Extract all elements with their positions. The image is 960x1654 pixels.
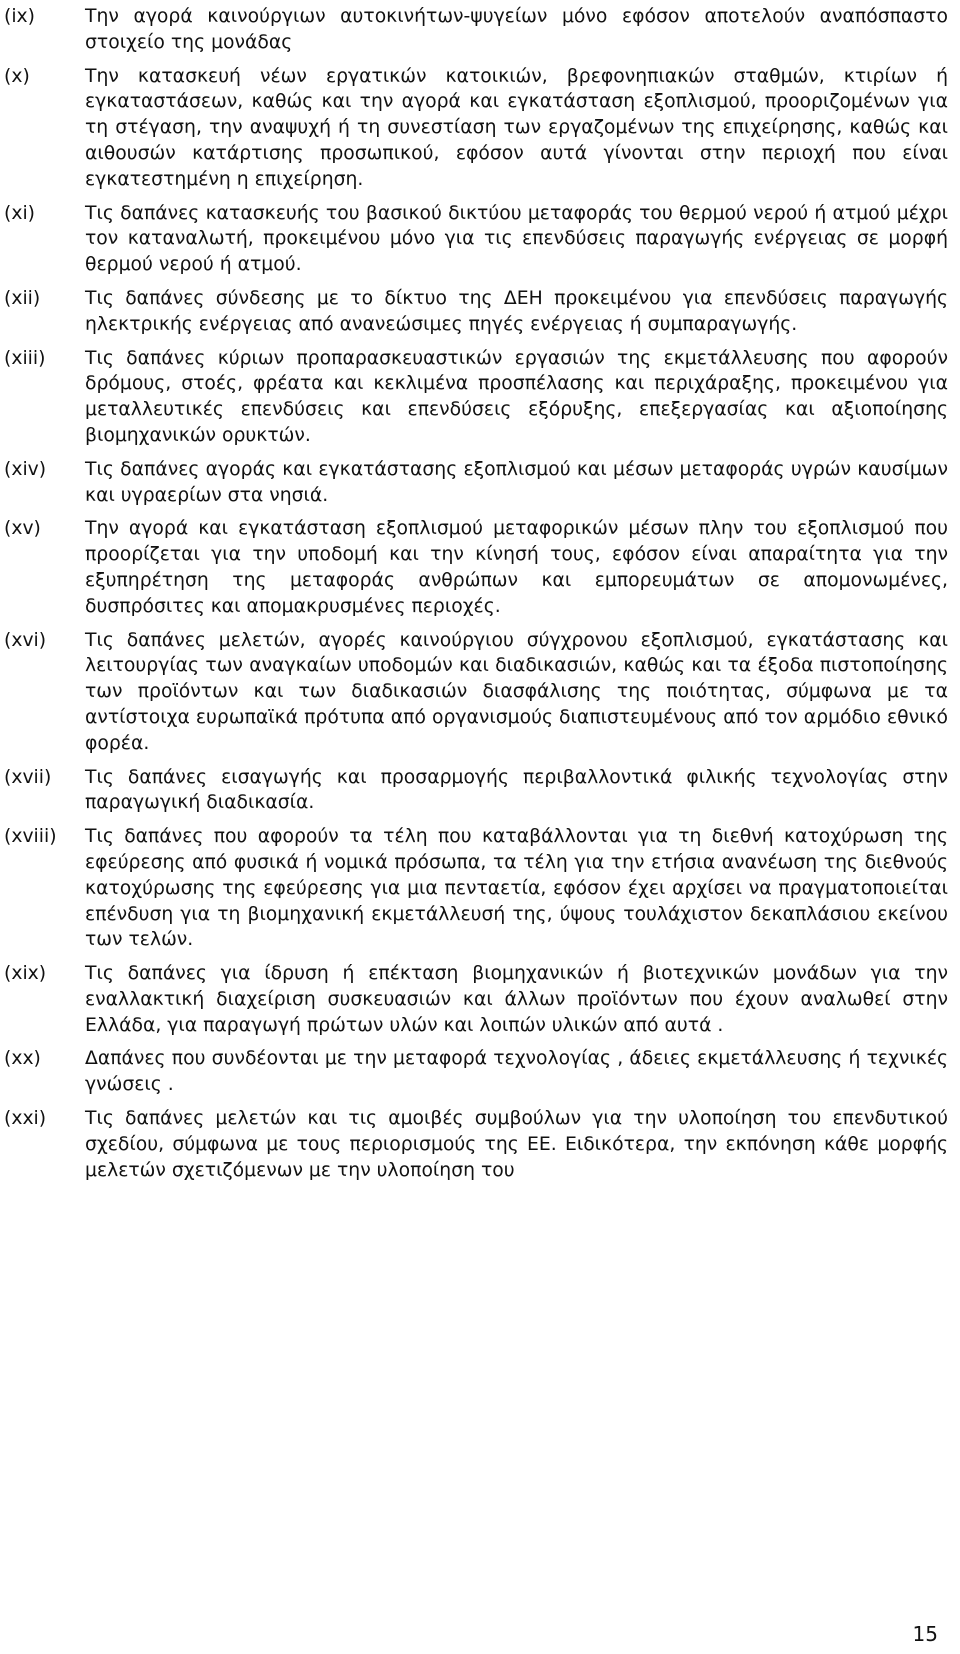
item-text: Τις δαπάνες μελετών και τις αμοιβές συμβούλων για την υλοποίηση του επενδυτικού σχεδίου, σύμφωνα με τους περιορισμούς της ΕΕ. Ειδικότερα, την εκπόνηση κάθε μορφής μελετών σχετιζόμενων με την υλοποίηση του: [85, 1108, 948, 1181]
list-item-xiv: [0, 457, 960, 509]
item-label: (x): [4, 65, 30, 87]
item-label: (xx): [4, 1048, 41, 1070]
item-label: (xiv): [4, 458, 47, 480]
item-label: (xiii): [4, 347, 46, 369]
list-item-xix: [0, 961, 960, 1038]
item-label: (xxi): [4, 1108, 47, 1130]
list-item-xiii: [0, 346, 960, 449]
item-label: (xii): [4, 287, 41, 309]
item-label: (xix): [4, 963, 47, 985]
item-text: Τις δαπάνες για ίδρυση ή επέκταση βιομηχανικών ή βιοτεχνικών μονάδων για την εναλλακτική διαχείριση συσκευασιών και άλλων προϊόντων που έχουν αναλωθεί στην Ελλάδα, για παραγωγή πρώτων υλών και λοιπών υλικών από αυτά .: [85, 963, 948, 1036]
item-label: (xi): [4, 202, 35, 224]
item-label: (xviii): [4, 826, 57, 848]
list-item-x: [0, 64, 960, 193]
item-text: Τις δαπάνες κατασκευής του βασικού δικτύου μεταφοράς του θερμού νερού ή ατμού μέχρι τον καταναλωτή, προκειμένου μόνο για τις επενδύσεις παραγωγής ενέργειας σε μορφή θερμού νερού ή ατμού.: [85, 202, 948, 276]
item-label: (xvii): [4, 766, 52, 788]
item-label: (xv): [4, 518, 41, 540]
list-item-ix: [0, 4, 960, 56]
list-item-xi: [0, 201, 960, 278]
list-item-xx: [0, 1046, 960, 1098]
page-number: 15: [912, 1622, 938, 1646]
item-text: Τις δαπάνες εισαγωγής και προσαρμογής περιβαλλοντικά φιλικής τεχνολογίας στην παραγωγική διαδικασία.: [85, 766, 948, 814]
list-item-xv: [0, 516, 960, 619]
item-text: Δαπάνες που συνδέονται με την μεταφορά τεχνολογίας , άδειες εκμετάλλευσης ή τεχνικές γνώσεις .: [85, 1048, 948, 1096]
item-text: Τις δαπάνες που αφορούν τα τέλη που καταβάλλονται για τη διεθνή κατοχύρωση της εφεύρεσης από φυσικά ή νομικά πρόσωπα, τα τέλη για την ετήσια ανανέωση της διεθνούς κατοχύρωσης της εφεύρεσης για μια πενταετία, εφόσον έχει αρχίσει να πραγματοποιείται επένδυση για τη βιομηχανική εκμετάλλευσή της, ύψους τουλάχιστον δεκαπλάσιου εκείνου των τελών.: [85, 826, 948, 951]
item-text: Τις δαπάνες κύριων προπαρασκευαστικών εργασιών της εκμετάλλευσης που αφορούν δρόμους, στοές, φρέατα και κεκλιμένα προσπέλασης και περιχάραξης, προκειμένου για μεταλλευτικές επενδύσεις και επενδύσεις εξόρυξης, επεξεργασίας και αξιοποίησης βιομηχανικών ορυκτών.: [85, 347, 948, 446]
item-text: Τις δαπάνες σύνδεσης με το δίκτυο της ΔΕΗ προκειμένου για επενδύσεις παραγωγής ηλεκτρικής ενέργειας από ανανεώσιμες πηγές ενέργειας ή συμπαραγωγής.: [85, 287, 948, 335]
item-text: Την αγορά καινούργιων αυτοκινήτων-ψυγείων μόνο εφόσον αποτελούν αναπόσπαστο στοιχείο της μονάδας: [85, 6, 948, 53]
item-label: (xvi): [4, 629, 47, 651]
list-item-xviii: [0, 824, 960, 953]
item-text: Την κατασκευή νέων εργατικών κατοικιών, βρεφονηπιακών σταθμών, κτιρίων ή εγκαταστάσεων, καθώς και την αγορά και εγκατάσταση εξοπλισμού, προοριζομένων για τη στέγαση, την αναψυχή ή τη συνεστίαση των εργαζομένων της επιχείρησης, καθώς και αιθουσών κατάρτισης προσωπικού, εφόσον αυτά γίνονται στην περιοχή που είναι εγκατεστημένη η επιχείρηση.: [85, 65, 948, 190]
item-label: (ix): [4, 6, 35, 27]
item-text: Τις δαπάνες μελετών, αγορές καινούργιου σύγχρονου εξοπλισμού, εγκατάστασης και λειτουργίας των αναγκαίων υποδομών και διαδικασιών, καθώς και τα έξοδα πιστοποίησης των προϊόντων και των διαδικασιών διασφάλισης της ποιότητας, σύμφωνα με τα αντίστοιχα ευρωπαϊκά πρότυπα από οργανισμούς διαπιστευμένους από τον αρμόδιο εθνικό φορέα.: [85, 629, 948, 754]
item-text: Την αγορά και εγκατάσταση εξοπλισμού μεταφορικών μέσων πλην του εξοπλισμού που προορίζεται για την υποδομή και την κίνησή τους, εφόσον είναι απαραίτητα για την εξυπηρέτηση της μεταφοράς ανθρώπων και εμπορευμάτων σε απομονωμένες, δυσπρόσιτες και απομακρυσμένες περιοχές.: [85, 518, 948, 617]
document-body: [0, 4, 960, 1191]
list-item-xvi: [0, 628, 960, 757]
list-item-xii: [0, 286, 960, 338]
list-item-xxi: [0, 1106, 960, 1183]
list-item-xvii: [0, 765, 960, 817]
item-text: Τις δαπάνες αγοράς και εγκατάστασης εξοπλισμού και μέσων μεταφοράς υγρών καυσίμων και υγραερίων στα νησιά.: [85, 458, 948, 506]
